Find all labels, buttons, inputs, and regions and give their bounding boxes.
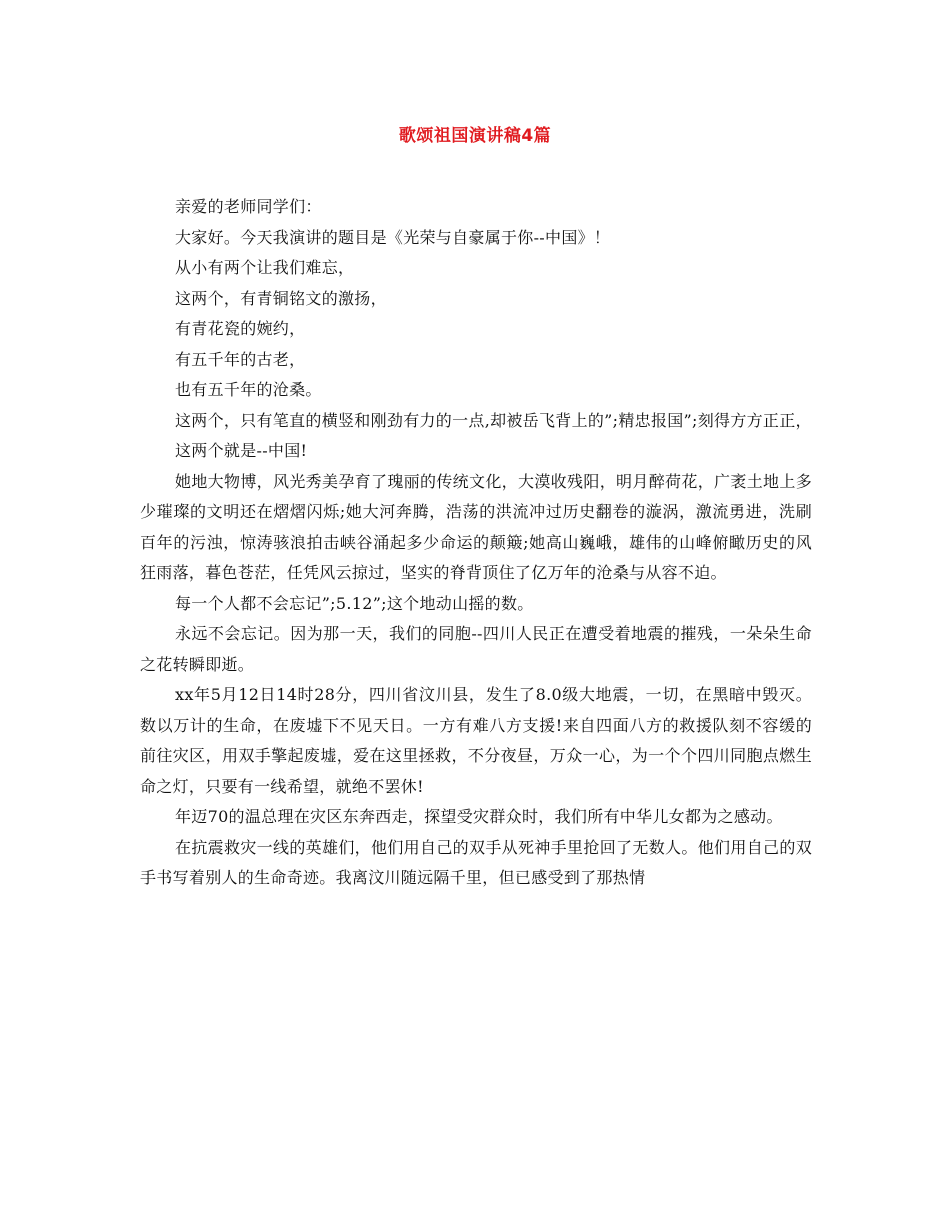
paragraph: 永远不会忘记。因为那一天，我们的同胞--四川人民正在遭受着地震的摧残，一朵朵生命之花转瞬即逝。 — [140, 624, 812, 674]
paragraph: 也有五千年的沧桑。 — [175, 380, 322, 399]
paragraph: 这两个就是--中国! — [175, 441, 308, 460]
paragraph: 在抗震救灾一线的英雄们，他们用自己的双手从死神手里抢回了无数人。他们用自己的双手书写着别人的生命奇迹。我离汶川随远隔千里，但已感受到了那热情 — [140, 837, 812, 887]
paragraph: 她地大物博，风光秀美孕育了瑰丽的传统文化，大漠收残阳，明月醉荷花，广袤土地上多少璀璨的文明还在熠熠闪烁;她大河奔腾，浩荡的洪流冲过历史翻卷的漩涡，激流勇进，洗刷百年的污浊，惊涛骇浪拍击峡谷涌起多少命运的颠簸;她高山巍峨，雄伟的山峰俯瞰历史的风狂雨落，暮色苍茫，任凭风云掠过，坚实的脊背顶住了亿万年的沧桑与从容不迫。 — [140, 471, 812, 582]
paragraph: xx年5月12日14时28分，四川省汶川县，发生了8.0级大地震，一切，在黑暗中毁灭。数以万计的生命，在废墟下不见天日。一方有难八方支援!来自四面八方的救援队刻不容缓的前往灾区，用双手擎起废墟，爱在这里拯救，不分夜昼，万众一心，为一个个四川同胞点燃生命之灯，只要有一线希望，就绝不罢休! — [140, 685, 812, 796]
paragraph: 年迈70的温总理在灾区东奔西走，探望受灾群众时，我们所有中华儿女都为之感动。 — [175, 807, 783, 826]
paragraph: 有五千年的古老， — [175, 349, 306, 369]
paragraph: 大家好。今天我演讲的题目是《光荣与自豪属于你--中国》！ — [175, 227, 611, 247]
document-title: 歌颂祖国演讲稿4篇 — [398, 126, 552, 146]
paragraph: 亲爱的老师同学们： — [175, 197, 322, 216]
paragraph: 这两个，有青铜铭文的激扬， — [175, 288, 387, 308]
paragraph: 这两个，只有笔直的横竖和刚劲有力的一点,却被岳飞背上的”;精忠报国”;刻得方方正正， — [175, 410, 812, 430]
paragraph: 每一个人都不会忘记”;5.12”;这个地动山摇的数。 — [175, 593, 534, 613]
paragraph: 从小有两个让我们难忘， — [175, 258, 355, 277]
paragraph: 有青花瓷的婉约， — [175, 319, 306, 338]
document-body — [140, 192, 812, 894]
